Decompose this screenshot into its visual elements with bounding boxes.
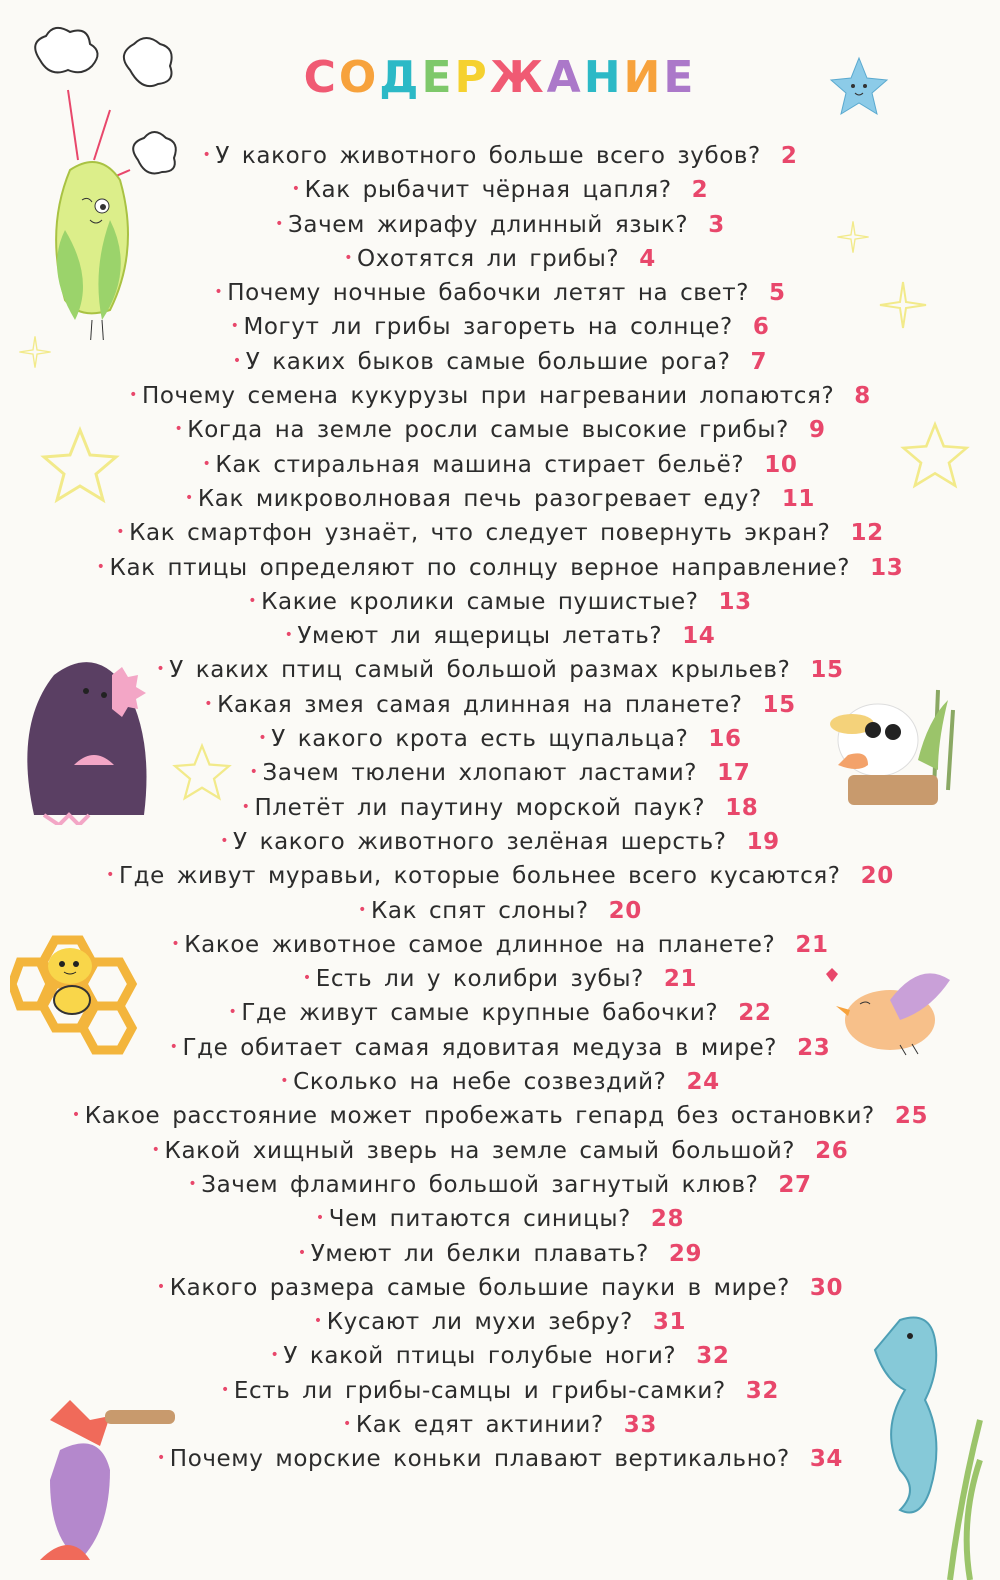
title-letter: А (546, 52, 584, 103)
toc-page-number: 11 (781, 485, 816, 512)
bullet-icon: • (214, 284, 224, 301)
bullet-icon: • (270, 1347, 280, 1364)
toc-page-number: 7 (750, 348, 768, 375)
bullet-icon: • (202, 147, 212, 163)
bullet-icon: • (71, 1107, 81, 1124)
bullet-icon: • (284, 627, 294, 644)
toc-page-number: 2 (780, 143, 798, 169)
toc-page-number: 21 (663, 966, 698, 993)
bullet-icon: • (232, 352, 242, 369)
toc-question: Почему морские коньки плавают вертикально? (169, 1446, 790, 1473)
toc-page-number: 9 (808, 417, 826, 444)
toc-question: Кусают ли мухи зебру? (326, 1309, 633, 1336)
toc-entry[interactable] (0, 652, 1000, 686)
toc-question: Почему ночные бабочки летят на свет? (227, 280, 750, 307)
toc-question: Как птицы определяют по солнцу верное направление? (109, 554, 851, 581)
bullet-icon: • (302, 970, 312, 987)
title-letter: Е (663, 52, 697, 103)
bullet-icon: • (343, 1415, 352, 1432)
bullet-icon: • (151, 1141, 161, 1158)
bullet-icon: • (258, 730, 268, 747)
toc-page-number: 22 (738, 1000, 772, 1027)
toc-page-number: 25 (894, 1103, 929, 1130)
toc-page-number: 30 (809, 1274, 844, 1301)
title-letter: И (623, 52, 664, 103)
toc-page-number: 26 (815, 1137, 849, 1164)
toc-question: Зачем жирафу длинный язык? (288, 211, 689, 238)
toc-page-number: 33 (623, 1411, 657, 1438)
toc-entry[interactable] (0, 1133, 1000, 1167)
toc-question: Как рыбачит чёрная цапля? (304, 177, 672, 204)
toc-question: У каких быков самые большие рога? (245, 348, 731, 375)
bullet-icon: • (228, 1004, 238, 1021)
toc-page-number: 17 (717, 760, 751, 787)
toc-entry[interactable] (0, 378, 1000, 412)
title-letter: Р (454, 52, 490, 103)
bullet-icon: • (220, 1381, 230, 1398)
toc-entry[interactable] (0, 207, 1000, 241)
bullet-icon: • (275, 215, 285, 232)
toc-page-number: 32 (745, 1377, 780, 1404)
toc-entry[interactable] (0, 275, 1000, 309)
toc-entry[interactable] (0, 995, 1000, 1029)
toc-page-number: 20 (860, 863, 894, 890)
bullet-icon: • (230, 318, 240, 335)
toc-entry[interactable] (0, 824, 1000, 858)
toc-page-number: 34 (809, 1446, 844, 1473)
toc-entry[interactable] (0, 412, 1000, 446)
toc-page-number: 27 (778, 1171, 812, 1198)
bullet-icon: • (169, 1038, 179, 1055)
toc-question: У какого крота есть щупальца? (271, 726, 689, 753)
toc-page-number: 3 (708, 211, 725, 238)
bullet-icon: • (297, 1244, 307, 1261)
toc-question: Почему семена кукурузы при нагревании лопаются? (141, 383, 835, 410)
toc-question: Умеют ли белки плавать? (310, 1240, 649, 1267)
bullet-icon: • (174, 421, 184, 438)
title-letter: Н (583, 52, 624, 103)
toc-question: Могут ли грибы загореть на солнце? (243, 314, 733, 341)
page-title (0, 52, 1000, 103)
toc-question: Где живут самые крупные бабочки? (241, 1000, 719, 1027)
bullet-icon: • (156, 1278, 166, 1295)
bullet-icon: • (106, 867, 116, 884)
table-of-contents (0, 138, 1000, 1476)
toc-page-number: 18 (725, 794, 759, 821)
bullet-icon: • (280, 1073, 290, 1090)
toc-question: Зачем тюлени хлопают ластами? (262, 760, 698, 787)
toc-question: Какая змея самая длинная на планете? (217, 691, 743, 718)
toc-question: У каких птиц самый большой размах крыльев? (169, 657, 791, 684)
title-letter: Е (421, 52, 455, 103)
toc-page-number: 29 (668, 1240, 703, 1267)
toc-entry[interactable] (0, 241, 1000, 275)
bullet-icon: • (241, 798, 251, 815)
toc-page-number: 4 (639, 245, 656, 272)
toc-page-number: 32 (696, 1343, 730, 1370)
toc-question: Чем питаются синицы? (328, 1206, 631, 1233)
toc-page-number: 15 (762, 691, 796, 718)
toc-question: Сколько на небе созвездий? (293, 1069, 667, 1096)
toc-question: У какого животного зелёная шерсть? (233, 828, 727, 855)
bullet-icon: • (184, 489, 194, 506)
toc-question: Какое животное самое длинное на планете? (184, 931, 776, 958)
toc-entry[interactable] (0, 138, 1000, 172)
toc-entry[interactable] (0, 550, 1000, 584)
toc-page-number: 16 (708, 726, 742, 753)
bullet-icon: • (202, 455, 212, 472)
toc-page-number: 13 (870, 554, 904, 581)
bullet-icon: • (344, 249, 354, 266)
toc-question: У какой птицы голубые ноги? (283, 1343, 677, 1370)
bullet-icon: • (129, 387, 138, 404)
toc-page-number: 14 (682, 623, 716, 650)
toc-entry[interactable] (0, 1167, 1000, 1201)
toc-entry[interactable] (0, 515, 1000, 549)
bullet-icon: • (248, 592, 258, 609)
toc-entry[interactable] (0, 344, 1000, 378)
toc-entry[interactable] (0, 1441, 1000, 1475)
toc-entry[interactable] (0, 1304, 1000, 1338)
toc-question: Какие кролики самые пушистые? (261, 588, 699, 615)
toc-question: Как смартфон узнаёт, что следует повернуть экран? (129, 520, 831, 547)
toc-page-number: 20 (608, 897, 642, 924)
toc-entry[interactable] (0, 309, 1000, 343)
bullet-icon: • (156, 1450, 166, 1467)
toc-page-number: 28 (650, 1206, 685, 1233)
toc-page-number: 10 (764, 451, 798, 478)
title-letter: О (338, 52, 380, 103)
toc-page-number: 21 (795, 931, 829, 958)
bullet-icon: • (188, 1175, 198, 1192)
toc-question: Зачем фламинго большой загнутый клюв? (201, 1171, 759, 1198)
toc-page-number: 13 (718, 588, 752, 615)
bullet-icon: • (313, 1313, 323, 1330)
toc-entry[interactable] (0, 172, 1000, 206)
toc-page-number: 31 (652, 1309, 687, 1336)
bullet-icon: • (171, 935, 181, 952)
toc-entry[interactable] (0, 1201, 1000, 1235)
toc-question: Плетёт ли паутину морской паук? (254, 794, 706, 821)
bullet-icon: • (291, 181, 301, 198)
toc-page-number: 12 (850, 520, 884, 547)
bullet-icon: • (249, 764, 259, 781)
toc-entry[interactable] (0, 893, 1000, 927)
bullet-icon: • (315, 1210, 325, 1227)
toc-question: Как стиральная машина стирает бельё? (215, 451, 745, 478)
bullet-icon: • (156, 661, 166, 678)
toc-question: Есть ли грибы-самцы и грибы-самки? (233, 1377, 726, 1404)
bullet-icon: • (204, 695, 214, 712)
toc-question: Есть ли у колибри зубы? (315, 966, 644, 993)
bullet-icon: • (220, 832, 230, 849)
bullet-icon: • (358, 901, 367, 918)
title-letter: Ж (489, 52, 547, 103)
toc-entry[interactable] (0, 1064, 1000, 1098)
toc-page-number: 2 (691, 177, 709, 204)
toc-question: Какого размера самые большие пауки в мире? (169, 1274, 790, 1301)
toc-entry[interactable] (0, 961, 1000, 995)
toc-page-number: 15 (810, 657, 844, 684)
toc-page-number: 19 (746, 828, 780, 855)
toc-entry[interactable] (0, 687, 1000, 721)
toc-entry[interactable] (0, 1030, 1000, 1064)
toc-entry[interactable] (0, 1236, 1000, 1270)
toc-entry[interactable] (0, 755, 1000, 789)
title-letter: С (303, 52, 339, 103)
bullet-icon: • (116, 524, 126, 541)
toc-entry[interactable] (0, 1338, 1000, 1372)
toc-page-number: 5 (769, 280, 786, 307)
toc-entry[interactable] (0, 481, 1000, 515)
toc-question: Охотятся ли грибы? (357, 245, 620, 272)
toc-entry[interactable] (0, 858, 1000, 892)
toc-page-number: 8 (854, 383, 871, 410)
toc-entry[interactable] (0, 1407, 1000, 1441)
toc-entry[interactable] (0, 618, 1000, 652)
toc-question: Как спят слоны? (370, 897, 589, 924)
toc-question: Где живут муравьи, которые больнее всего кусаются? (119, 863, 841, 890)
toc-page-number: 6 (752, 314, 770, 341)
toc-question: Где обитает самая ядовитая медуза в мире? (182, 1034, 778, 1061)
toc-entry[interactable] (0, 1373, 1000, 1407)
toc-question: У какого животного больше всего зубов? (215, 143, 761, 169)
toc-entry[interactable] (0, 790, 1000, 824)
toc-question: Как едят актинии? (355, 1411, 604, 1438)
toc-entry[interactable] (0, 447, 1000, 481)
toc-page-number: 23 (797, 1034, 831, 1061)
toc-entry[interactable] (0, 1098, 1000, 1132)
title-letter: Д (379, 52, 422, 103)
toc-question: Какой хищный зверь на земле самый большой? (164, 1137, 796, 1164)
toc-entry[interactable] (0, 927, 1000, 961)
toc-question: Как микроволновая печь разогревает еду? (197, 485, 762, 512)
bullet-icon: • (96, 558, 106, 575)
toc-question: Когда на земле росли самые высокие грибы? (187, 417, 789, 444)
toc-entry[interactable] (0, 1270, 1000, 1304)
toc-entry[interactable] (0, 721, 1000, 755)
toc-entry[interactable] (0, 584, 1000, 618)
toc-page-number: 24 (686, 1069, 720, 1096)
toc-question: Какое расстояние может пробежать гепард без остановки? (84, 1103, 875, 1130)
toc-question: Умеют ли ящерицы летать? (297, 623, 663, 650)
